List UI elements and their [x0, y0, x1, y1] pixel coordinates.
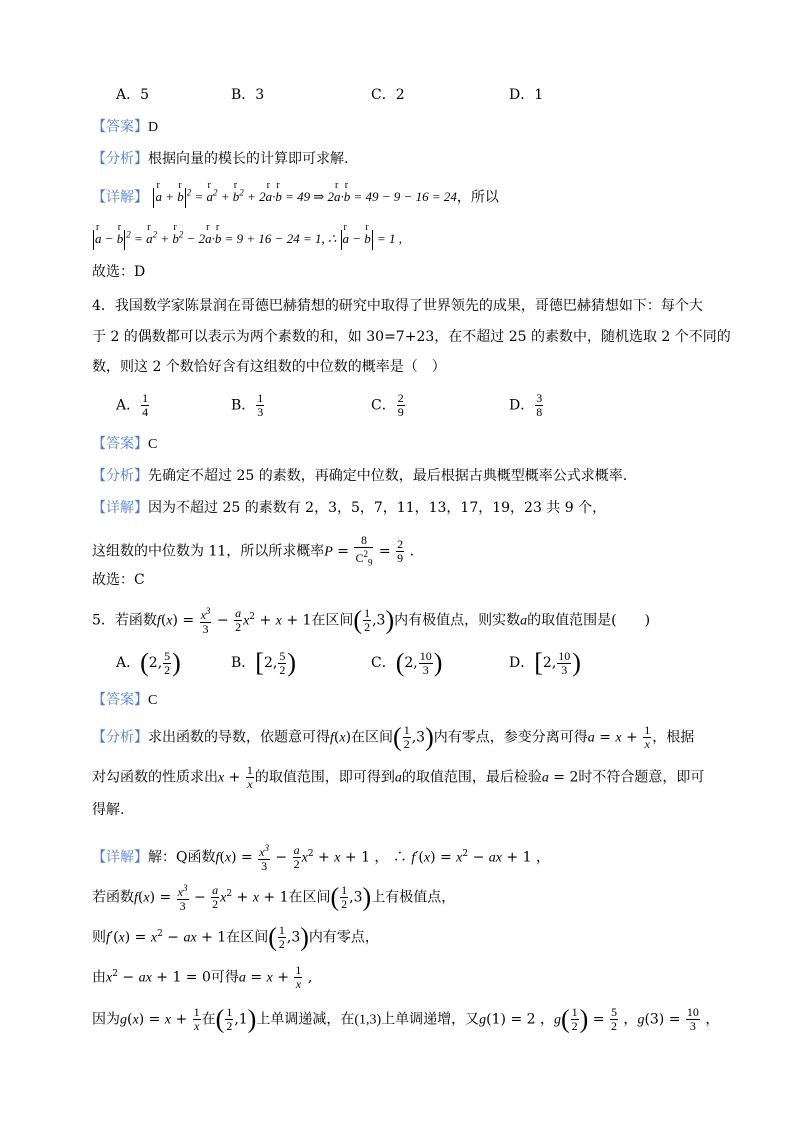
q4-option-d: D． $\frac{3}{8}$	[509, 391, 543, 419]
q5-answer: C	[148, 693, 158, 708]
q5-lead: 5．若函数	[92, 612, 157, 629]
q5-an1a: 求出函数的导数，依题意可得	[148, 729, 330, 746]
q5-analysis-line1: 【分析】求出函数的导数，依题意可得f(x)在区间( $\frac{1}{2}$ ,3)内有零点，参变分离可得a = x + $\frac{1}{x}$ ，根据	[92, 722, 695, 752]
q4-detail: 因为不超过 25 的素数有 2，3，5，7，11，13，17，19，23 共 9 个，	[148, 500, 607, 516]
option-d: D．1	[509, 87, 544, 103]
q5-an2c: 的取值范围，最后检验	[401, 769, 542, 786]
q5-d3b: 在区间	[226, 929, 269, 946]
q4-answer: C	[148, 437, 158, 452]
option-b: B．3	[231, 87, 265, 103]
analysis-label: 【分析】	[92, 468, 148, 484]
q3-analysis: 根据向量的模长的计算即可求解.	[148, 151, 349, 167]
q3-detail-line2: r a − r b $^2$ = r $a^2 + r$ $b^2 - 2r$ a·r b = 9 + 16 − 24 = 1, ∴ r a − r b = 1 ,	[92, 225, 402, 250]
q4-text-2: 于 2 的偶数都可以表示为两个素数的和，如 30=7+23，在不超过 25 的素数中，随机选取 2 个不同的	[92, 329, 731, 345]
q5-d2b: 在区间	[288, 889, 331, 906]
q5-d2a: 若函数	[92, 889, 134, 906]
answer-label: 【答案】	[92, 119, 148, 135]
q5-tail: 内有极值点，则实数	[394, 612, 521, 629]
analysis-label: 【分析】	[92, 729, 148, 746]
q4-analysis: 先确定不超过 25 的素数，再确定中位数，最后根据古典概型概率公式求概率.	[148, 468, 628, 484]
q5-analysis-line3: 得解.	[92, 802, 125, 818]
q5-an2d: 时不符合题意，即可	[578, 769, 705, 786]
q3-detail-line: 【详解】 r a + r b $^2$ = r $a^2 + r$ $b^2 + 2r$ a·r b = 49 ⇒ 2r a·r b = 49 − 9 − 16 = 24，所以	[92, 183, 499, 208]
q5-d5d: 上单调递增，又	[381, 1011, 480, 1028]
q5-an1b: 在区间	[351, 729, 394, 746]
q3-answer-line	[92, 117, 158, 138]
q5-option-c: C．(2, $\frac{10}{3}$ )	[371, 648, 443, 677]
q5-mid: 在区间	[311, 612, 354, 629]
q5-d3c: 内有零点，	[308, 929, 379, 946]
q5-d1b: 函数	[187, 849, 216, 866]
q5-tail2: 的取值范围是( )	[527, 612, 651, 629]
q4-choose: 故选：C	[92, 572, 145, 588]
q5-an2b: 的取值范围，即可得到	[254, 769, 395, 786]
q5-option-d: D．[2, $\frac{10}{3}$ )	[509, 648, 581, 677]
q5-detail-line1: 【详解】解：Q函数f(x) = $\frac{x^3}{3}$ − $\frac{a}{2}$ $x^2 + x + 1$ ， ∴ $f'(x) = x^2$ − ax + 1 ，	[92, 843, 550, 873]
q4-detail-line	[92, 498, 606, 518]
answer-label: 【答案】	[92, 436, 148, 452]
q5-d4a: 由	[92, 969, 106, 986]
q3-choose: 故选：D	[92, 264, 146, 280]
q5-d5a: 因为	[92, 1011, 120, 1028]
q5-d1a: 解：	[148, 849, 176, 866]
q5-detail-line4: 由$x^2$ − ax + 1 = 0可得a = x + $\frac{1}{x}$ ,	[92, 963, 313, 992]
q4-detail-line2: 这组数的中位数为 11，所以所求概率P = $\frac{8}{C^2_9}$ = $\frac{2}{9}$ .	[92, 533, 415, 568]
q5-d2c: 上有极值点，	[371, 889, 456, 906]
q3-analysis-line	[92, 149, 348, 169]
q4-text-3: 数，则这 2 个数恰好含有这组数的中位数的概率是（ ）	[92, 359, 446, 375]
analysis-label: 【分析】	[92, 151, 148, 167]
q5-an2a: 对勾函数的性质求出	[92, 769, 218, 786]
q5-detail-line3: 则$f'(x) = x^2$ − ax + 1在区间( $\frac{1}{2}$ ,3)内有零点，	[92, 922, 379, 952]
option-c: C．2	[371, 87, 405, 103]
q5-d3a: 则	[92, 929, 106, 946]
detail-label: 【详解】	[92, 189, 148, 206]
q4-option-a: A． $\frac{1}{4}$	[116, 391, 149, 419]
q5-detail-line5: 因为g(x) = x + $\frac{1}{x}$ 在( $\frac{1}{2}$ ,1)上单调递减，在(1,3)上单调递增，又g(1) = 2 ，g( $\frac{1}{2}$ ) = $\frac{5}{2}$ ，g(3) = $\frac{10}{3}$ ，	[92, 1004, 720, 1034]
q4-answer-line	[92, 434, 157, 455]
q5-detail-line2: 若函数f(x) = $\frac{x^3}{3}$ − $\frac{a}{2}$ $x^2 + x + 1$在区间( $\frac{1}{2}$ ,3)上有极值点，	[92, 882, 456, 913]
q3-answer: D	[148, 120, 159, 135]
q5-answer-line	[92, 690, 157, 711]
q4-analysis-line	[92, 466, 627, 486]
q5-d4b: 可得	[210, 969, 239, 986]
detail-label: 【详解】	[92, 500, 148, 516]
option-a: A．5	[116, 87, 150, 103]
q5-option-b: B．[2, $\frac{5}{2}$ )	[231, 648, 296, 677]
q4-option-b: B． $\frac{1}{3}$	[231, 391, 264, 419]
q5-option-a: A．(2, $\frac{5}{2}$ )	[116, 648, 181, 677]
q5-d5b: 在	[201, 1011, 216, 1028]
q5-analysis-line2: 对勾函数的性质求出x + $\frac{1}{x}$ 的取值范围，即可得到a的取值范围，最后检验a = 2时不符合题意，即可	[92, 763, 705, 791]
answer-label: 【答案】	[92, 692, 148, 708]
q5-an1c: 内有零点，参变分离可得	[433, 729, 588, 746]
q4-text-1: 4．我国数学家陈景润在哥德巴赫猜想的研究中取得了世界领先的成果，哥德巴赫猜想如下：每个大	[92, 298, 703, 314]
q5-d5c: 上单调递减，在	[256, 1011, 355, 1028]
q3-detail-tail: ，所以	[456, 189, 499, 206]
q5-an1d: ，根据	[652, 729, 695, 746]
q4-option-c: C． $\frac{2}{9}$	[371, 391, 404, 419]
detail-label: 【详解】	[92, 849, 148, 866]
q4-median-text: 这组数的中位数为 11，所以所求概率	[92, 543, 325, 560]
q5-text-1: 5．若函数f(x) = $\frac{x^3}{3}$ − $\frac{a}{2}$ $x^2 + x + 1$在区间( $\frac{1}{2}$ ,3)内有极值点，则实数a的取值范围是( )	[92, 605, 651, 636]
